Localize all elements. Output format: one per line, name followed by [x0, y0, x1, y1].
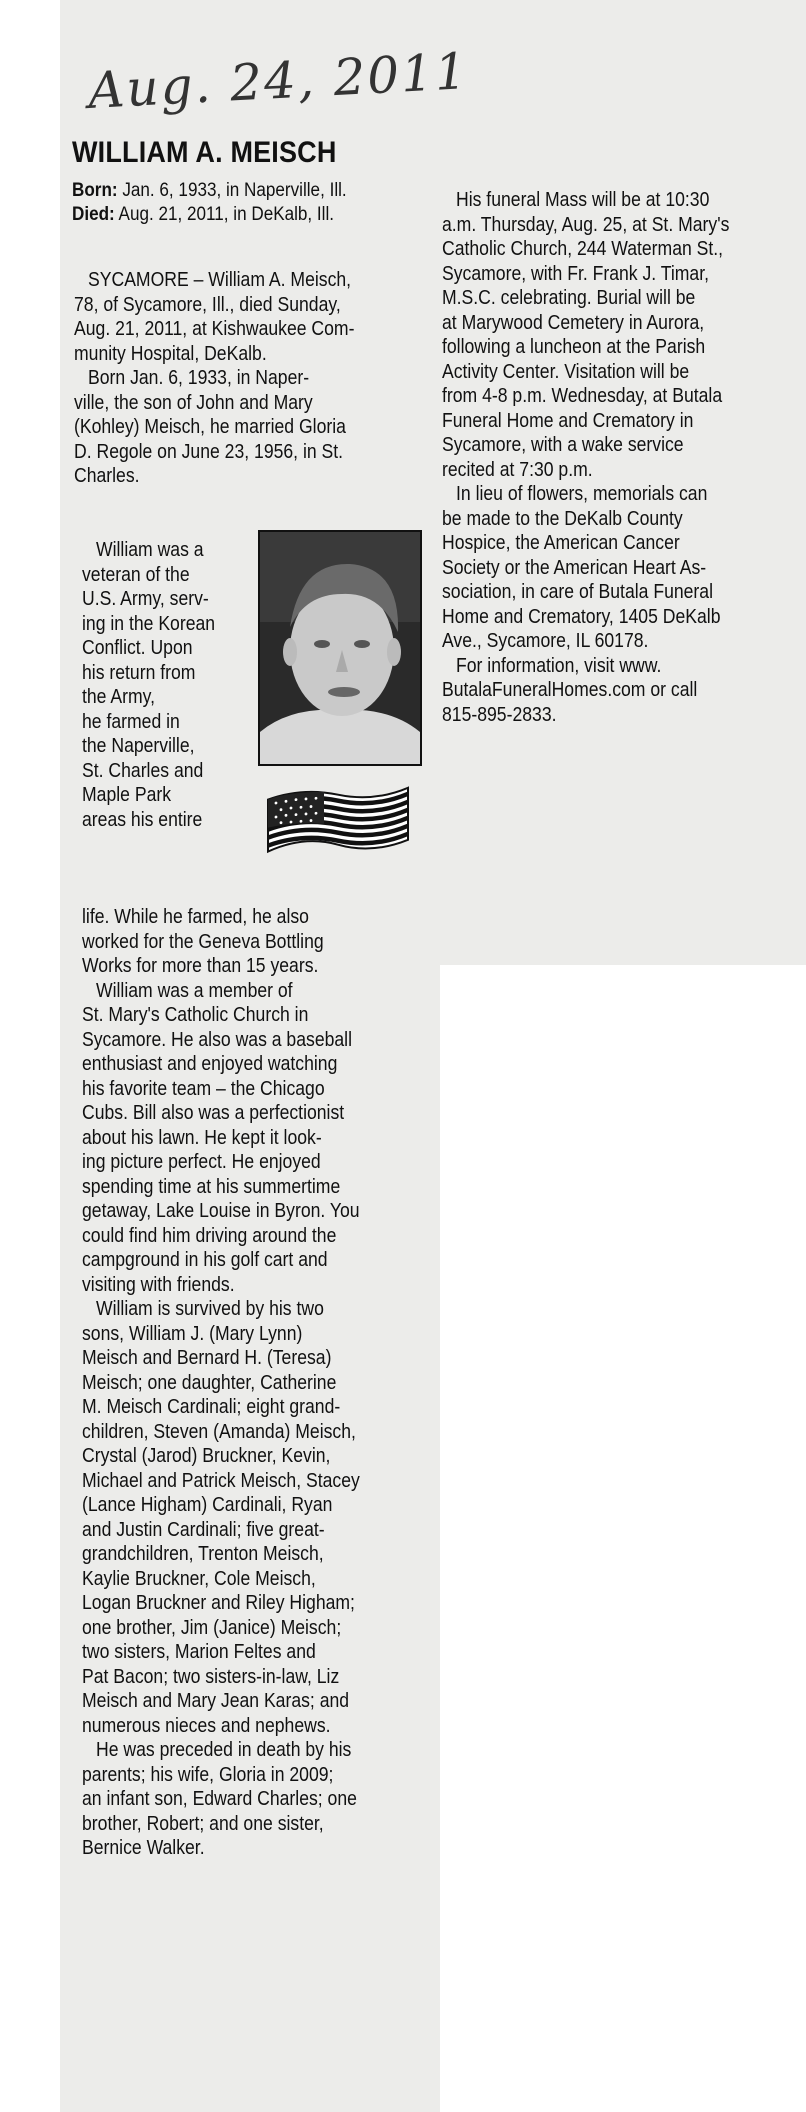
text-line-content: Activity Center. Visitation will be	[442, 360, 690, 383]
text-line-content: Works for more than 15 years.	[82, 955, 319, 977]
obituary-opening-text	[74, 268, 434, 489]
text-line	[82, 1444, 432, 1469]
text-line	[82, 954, 432, 979]
text-line-content: M. Meisch Cardinali; eight grand-	[82, 1396, 341, 1418]
born-line	[72, 180, 347, 202]
text-line-content: Crystal (Jarod) Bruckner, Kevin,	[82, 1445, 331, 1467]
text-line	[442, 384, 794, 409]
text-line-content: Pat Bacon; two sisters-in-law, Liz	[82, 1665, 340, 1688]
handwritten-date: Aug. 24, 2011	[86, 42, 471, 120]
text-line	[82, 979, 432, 1004]
died-line	[72, 204, 334, 226]
portrait-icon	[260, 532, 420, 764]
text-line	[82, 1591, 432, 1616]
text-line-content: numerous nieces and nephews.	[82, 1714, 331, 1737]
text-line	[442, 531, 794, 556]
text-line-content: Catholic Church, 244 Waterman St.,	[442, 238, 724, 260]
text-line	[442, 580, 794, 605]
text-line	[82, 759, 252, 784]
text-line-content: the Army,	[82, 686, 156, 708]
text-line	[82, 1542, 432, 1567]
text-line	[442, 678, 794, 703]
text-line	[442, 482, 794, 507]
text-line-content: be made to the DeKalb County	[442, 507, 683, 530]
text-line	[82, 1469, 432, 1494]
text-line	[442, 213, 794, 238]
text-line-content: Home and Crematory, 1405 DeKalb	[442, 605, 721, 628]
text-line-content: Sycamore, with a wake service	[442, 434, 684, 456]
text-line	[82, 612, 252, 637]
text-line-content: D. Regole on June 23, 1956, in St.	[74, 440, 344, 463]
text-line-content: ing in the Korean	[82, 612, 216, 635]
text-line-content: campground in his golf cart and	[82, 1249, 328, 1271]
text-line-content: SYCAMORE – William A. Meisch,	[88, 269, 352, 291]
text-line-content: Meisch and Bernard H. (Teresa)	[82, 1347, 332, 1369]
text-line	[442, 605, 794, 630]
text-line-content: Sycamore. He also was a baseball	[82, 1028, 353, 1051]
text-line-content: Funeral Home and Crematory in	[442, 409, 694, 432]
obituary-name-heading: WILLIAM A. MEISCH	[72, 136, 337, 169]
text-line	[82, 1003, 432, 1028]
text-line	[442, 311, 794, 336]
text-line-content: In lieu of flowers, memorials can	[456, 483, 708, 505]
text-line-content: U.S. Army, serv-	[82, 588, 209, 610]
text-line-content: areas his entire	[82, 808, 203, 831]
text-line-content: Meisch; one daughter, Catherine	[82, 1371, 337, 1394]
text-line	[74, 366, 434, 391]
text-line	[82, 1787, 432, 1812]
text-line-content: 78, of Sycamore, Ill., died Sunday,	[74, 293, 341, 316]
text-line	[74, 391, 434, 416]
died-value: Aug. 21, 2011, in DeKalb, Ill.	[118, 204, 335, 225]
text-line-content: visiting with friends.	[82, 1273, 235, 1296]
text-line-content: his favorite team – the Chicago	[82, 1077, 325, 1100]
text-line	[82, 685, 252, 710]
text-line	[82, 1322, 432, 1347]
text-line	[82, 1052, 432, 1077]
died-label: Died:	[72, 204, 115, 225]
text-line-content: Sycamore, with Fr. Frank J. Timar,	[442, 262, 709, 285]
obituary-services-text	[442, 188, 794, 727]
text-line	[442, 335, 794, 360]
text-line	[82, 1224, 432, 1249]
text-line	[82, 1150, 432, 1175]
text-line-content: sociation, in care of Butala Funeral	[442, 581, 713, 603]
text-line	[82, 1665, 432, 1690]
text-line-content: worked for the Geneva Bottling	[82, 930, 324, 953]
text-line-content: grandchildren, Trenton Meisch,	[82, 1543, 324, 1565]
text-line-content: two sisters, Marion Feltes and	[82, 1641, 316, 1663]
text-line-content: Hospice, the American Cancer	[442, 532, 680, 554]
text-line-content: recited at 7:30 p.m.	[442, 458, 593, 481]
text-line-content: Cubs. Bill also was a perfectionist	[82, 1102, 345, 1124]
text-line	[442, 458, 794, 483]
text-line	[82, 710, 252, 735]
text-line	[82, 1640, 432, 1665]
text-line-content: parents; his wife, Gloria in 2009;	[82, 1763, 334, 1786]
text-line-content: St. Mary's Catholic Church in	[82, 1004, 309, 1026]
text-line-content: (Kohley) Meisch, he married Gloria	[74, 416, 346, 438]
text-line	[82, 1493, 432, 1518]
text-line-content: veteran of the	[82, 563, 190, 586]
text-line-content: (Lance Higham) Cardinali, Ryan	[82, 1494, 333, 1516]
text-line	[442, 703, 794, 728]
text-line	[82, 930, 432, 955]
text-line-content: his return from	[82, 661, 196, 684]
text-line-content: brother, Robert; and one sister,	[82, 1812, 324, 1835]
text-line	[82, 1616, 432, 1641]
text-line	[82, 1836, 432, 1861]
text-line-content: Society or the American Heart As-	[442, 556, 707, 579]
text-line-content: and Justin Cardinali; five great-	[82, 1518, 325, 1541]
text-line-content: William was a	[96, 539, 204, 561]
text-line-content: at Marywood Cemetery in Aurora,	[442, 311, 705, 334]
text-line-content: Charles.	[74, 465, 140, 487]
text-line	[74, 268, 434, 293]
text-line	[442, 409, 794, 434]
text-line-content: 815-895-2833.	[442, 703, 557, 726]
text-line-content: William was a member of	[96, 979, 293, 1002]
born-label: Born:	[72, 180, 118, 201]
text-line	[82, 1028, 432, 1053]
text-line	[442, 237, 794, 262]
text-line-content: Conflict. Upon	[82, 637, 193, 659]
text-line-content: Bernice Walker.	[82, 1837, 205, 1859]
text-line-content: St. Charles and	[82, 759, 204, 782]
text-line	[442, 188, 794, 213]
text-line	[82, 1738, 432, 1763]
text-line-content: a.m. Thursday, Aug. 25, at St. Mary's	[442, 213, 730, 236]
text-line-content: ing picture perfect. He enjoyed	[82, 1151, 321, 1173]
text-line-content: Logan Bruckner and Riley Higham;	[82, 1592, 355, 1614]
text-line	[442, 286, 794, 311]
text-line	[82, 1763, 432, 1788]
text-line-content: could find him driving around the	[82, 1224, 337, 1247]
text-line-content: William is survived by his two	[96, 1298, 324, 1320]
text-line-content: the Naperville,	[82, 735, 195, 757]
text-line	[82, 661, 252, 686]
text-line-content: For information, visit www.	[456, 654, 662, 677]
text-line	[82, 1101, 432, 1126]
text-line-content: He was preceded in death by his	[96, 1739, 352, 1761]
text-line	[82, 1126, 432, 1151]
text-line-content: about his lawn. He kept it look-	[82, 1126, 322, 1149]
text-line	[82, 1077, 432, 1102]
text-line-content: he farmed in	[82, 710, 180, 733]
text-line-content: Kaylie Bruckner, Cole Meisch,	[82, 1567, 316, 1590]
portrait-photo	[258, 530, 422, 766]
text-line	[82, 783, 252, 808]
text-line	[82, 1812, 432, 1837]
text-line	[82, 1297, 432, 1322]
text-line	[74, 440, 434, 465]
text-line	[82, 1346, 432, 1371]
text-line	[82, 563, 252, 588]
text-line	[442, 507, 794, 532]
text-line-content: an infant son, Edward Charles; one	[82, 1788, 357, 1810]
text-line-content: sons, William J. (Mary Lynn)	[82, 1322, 303, 1345]
text-line	[82, 1248, 432, 1273]
text-line-content: munity Hospital, DeKalb.	[74, 342, 267, 365]
obituary-military-text	[82, 538, 252, 832]
text-line-content: children, Steven (Amanda) Meisch,	[82, 1420, 356, 1443]
text-line	[82, 1714, 432, 1739]
text-line	[442, 556, 794, 581]
text-line	[82, 1371, 432, 1396]
text-line	[82, 538, 252, 563]
text-line-content: M.S.C. celebrating. Burial will be	[442, 287, 696, 309]
text-line	[82, 1689, 432, 1714]
text-line-content: ButalaFuneralHomes.com or call	[442, 679, 698, 701]
text-line	[82, 905, 432, 930]
text-line	[74, 342, 434, 367]
text-line-content: Ave., Sycamore, IL 60178.	[442, 630, 649, 652]
text-line	[82, 587, 252, 612]
text-line	[82, 1175, 432, 1200]
text-line	[82, 1518, 432, 1543]
born-value: Jan. 6, 1933, in Naperville, Ill.	[122, 180, 347, 201]
text-line-content: Michael and Patrick Meisch, Stacey	[82, 1469, 360, 1492]
text-line-content: Born Jan. 6, 1933, in Naper-	[88, 367, 310, 389]
text-line-content: following a luncheon at the Parish	[442, 336, 706, 358]
text-line-content: enthusiast and enjoyed watching	[82, 1053, 338, 1075]
text-line	[442, 433, 794, 458]
text-line-content: ville, the son of John and Mary	[74, 391, 313, 414]
text-line	[82, 734, 252, 759]
text-line	[82, 636, 252, 661]
text-line	[82, 1567, 432, 1592]
text-line	[74, 415, 434, 440]
text-line	[442, 654, 794, 679]
text-line-content: life. While he farmed, he also	[82, 906, 309, 928]
text-line-content: His funeral Mass will be at 10:30	[456, 189, 710, 211]
text-line	[442, 629, 794, 654]
text-line-content: from 4-8 p.m. Wednesday, at Butala	[442, 385, 723, 407]
american-flag-icon	[262, 786, 412, 862]
text-line-content: one brother, Jim (Janice) Meisch;	[82, 1616, 342, 1639]
text-line-content: getaway, Lake Louise in Byron. You	[82, 1200, 360, 1222]
text-line-content: Meisch and Mary Jean Karas; and	[82, 1690, 350, 1712]
text-line	[74, 293, 434, 318]
text-line	[442, 262, 794, 287]
text-line	[82, 1395, 432, 1420]
text-line	[82, 1273, 432, 1298]
text-line-content: Maple Park	[82, 784, 172, 806]
text-line	[74, 464, 434, 489]
text-line-content: Aug. 21, 2011, at Kishwaukee Com-	[74, 318, 355, 340]
text-line-content: spending time at his summertime	[82, 1175, 341, 1198]
text-line	[82, 1420, 432, 1445]
text-line	[442, 360, 794, 385]
text-line	[82, 1199, 432, 1224]
text-line	[82, 808, 252, 833]
obituary-life-and-survivors-text	[82, 905, 432, 1861]
text-line	[74, 317, 434, 342]
